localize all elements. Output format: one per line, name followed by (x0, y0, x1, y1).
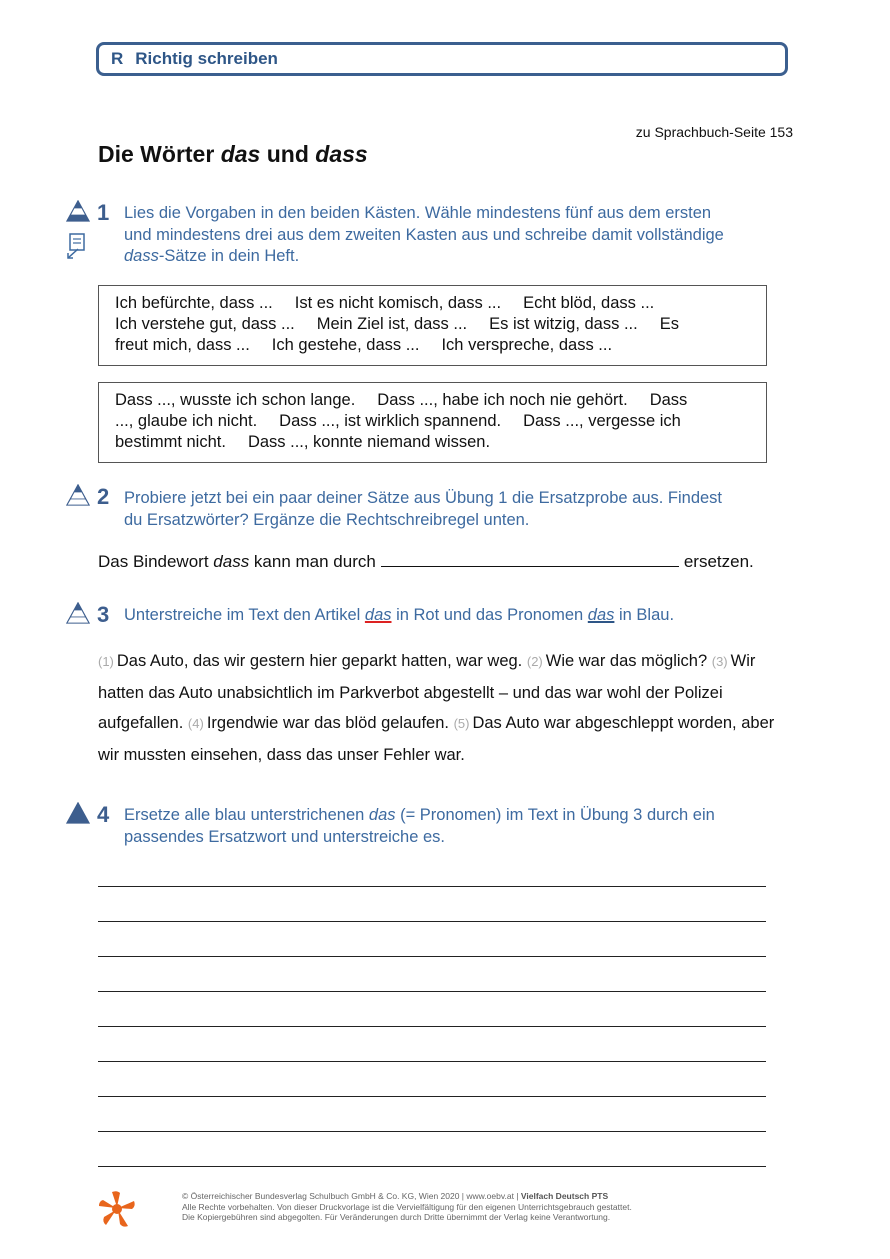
exercise-number: 4 (97, 802, 110, 827)
phrase-item: Es (659, 315, 679, 333)
writing-line[interactable] (98, 1166, 766, 1167)
writing-line[interactable] (98, 1026, 766, 1027)
writing-line[interactable] (98, 1061, 766, 1062)
section-letter: R (111, 49, 124, 68)
box-line (115, 335, 750, 356)
phrase-item: Mein Ziel ist, dass ... (316, 315, 468, 333)
box-line (115, 314, 750, 335)
writing-line[interactable] (98, 1096, 766, 1097)
writing-line[interactable] (98, 991, 766, 992)
box-line (115, 411, 750, 432)
spelling-rule: Das Bindewort dass kann man durch ersetzen. (98, 552, 754, 571)
sentence-number: (3) (711, 654, 728, 669)
exercise-instruction: Unterstreiche im Text den Artikel das in Rot und das Pronomen das in Blau. (124, 606, 675, 624)
phrase-item: Dass ..., ist wirklich spannend. (279, 412, 502, 430)
sentence-text[interactable]: Das Auto war abgeschleppt worden, aber wir mussten einsehen, dass das unser Fehler war. (98, 714, 775, 764)
difficulty-pyramid-icon (66, 802, 90, 824)
phrase-item: Ich verspreche, dass ... (441, 336, 613, 354)
phrase-item: Ich befürchte, dass ... (115, 294, 273, 312)
sentence-text[interactable]: Das Auto, das wir gestern hier geparkt hatten, war weg. (116, 652, 523, 670)
section-title: Richtig schreiben (135, 49, 278, 68)
page-title: Die Wörter das und dass (98, 141, 368, 167)
box-line (115, 293, 750, 314)
sentence-text[interactable]: Wir hatten das Auto unabsichtlich im Parkverbot abgestellt – und das war wohl der Polizei aufgefallen. (98, 652, 756, 732)
phrase-item: freut mich, dass ... (115, 336, 250, 354)
writing-line[interactable] (98, 956, 766, 957)
sentence-text[interactable]: Wie war das möglich? (545, 652, 708, 670)
phrase-item: Ich verstehe gut, dass ... (115, 315, 295, 333)
sentence-text[interactable]: Irgendwie war das blöd gelaufen. (206, 714, 449, 732)
sentence-number: (5) (453, 716, 470, 731)
publisher-logo-icon (98, 1190, 136, 1228)
footer-copyright: © Österreichischer Bundesverlag Schulbuch GmbH & Co. KG, Wien 2020 | www.oebv.at | Vielfach Deutsch PTS Alle Rechte vorbehalten. Von dieser Druckvorlage ist die Vervielfältigung für den eigenen Unterrichtsgebrauch gestattet. Die Kopiergebühren sind abgegolten. Für Veränderungen durch Dritte übernimmt der Verlag keine Verantwortung. (182, 1191, 632, 1222)
writing-line[interactable] (98, 1131, 766, 1132)
exercise-text (98, 646, 798, 770)
phrase-item: Dass ..., habe ich noch nie gehört. (377, 391, 628, 409)
sentence-number: (1) (98, 654, 114, 669)
exercise-number: 2 (97, 484, 110, 509)
phrase-item: Dass (649, 391, 688, 409)
phrase-item: Es ist witzig, dass ... (489, 315, 638, 333)
difficulty-pyramid-icon (66, 602, 90, 624)
exercise-instruction: Ersetze alle blau unterstrichenen das (= Pronomen) im Text in Übung 3 durch ein passendes Ersatzwort und unterstreiche es. (124, 806, 715, 846)
phrase-item: Dass ..., wusste ich schon lange. (115, 391, 356, 409)
sentence-number: (4) (187, 716, 204, 731)
phrase-item: Ist es nicht komisch, dass ... (294, 294, 502, 312)
phrase-item: bestimmt nicht. (115, 433, 226, 451)
writing-line[interactable] (98, 886, 766, 887)
writing-line[interactable] (98, 921, 766, 922)
sentence-number: (2) (526, 654, 543, 669)
box-line (115, 432, 750, 453)
difficulty-pyramid-icon (66, 484, 90, 506)
fill-in-blank[interactable] (381, 552, 679, 567)
difficulty-pyramid-icon (66, 200, 90, 222)
phrase-item: Echt blöd, dass ... (523, 294, 655, 312)
exercise-number: 3 (97, 602, 110, 627)
phrase-item: Ich gestehe, dass ... (271, 336, 420, 354)
exercise-number: 1 (97, 200, 110, 225)
section-header (96, 42, 788, 76)
exercise-instruction: Lies die Vorgaben in den beiden Kästen. Wähle mindestens fünf aus dem ersten und mindestens drei aus dem zweiten Kasten aus und schreibe damit vollständige dass-Sätze in dein Heft. (124, 204, 724, 265)
exercise-instruction: Probiere jetzt bei ein paar deiner Sätze aus Übung 1 die Ersatzprobe aus. Findest du Ersatzwörter? Ergänze die Rechtschreibregel unten. (124, 489, 723, 529)
phrase-box-1 (98, 285, 767, 366)
page-reference: zu Sprachbuch-Seite 153 (635, 124, 793, 140)
box-line (115, 390, 750, 411)
phrase-item: Dass ..., konnte niemand wissen. (247, 433, 491, 451)
phrase-item: ..., glaube ich nicht. (115, 412, 258, 430)
phrase-box-2 (98, 382, 767, 463)
phrase-item: Dass ..., vergesse ich (523, 412, 681, 430)
notebook-writing-icon (66, 232, 88, 260)
